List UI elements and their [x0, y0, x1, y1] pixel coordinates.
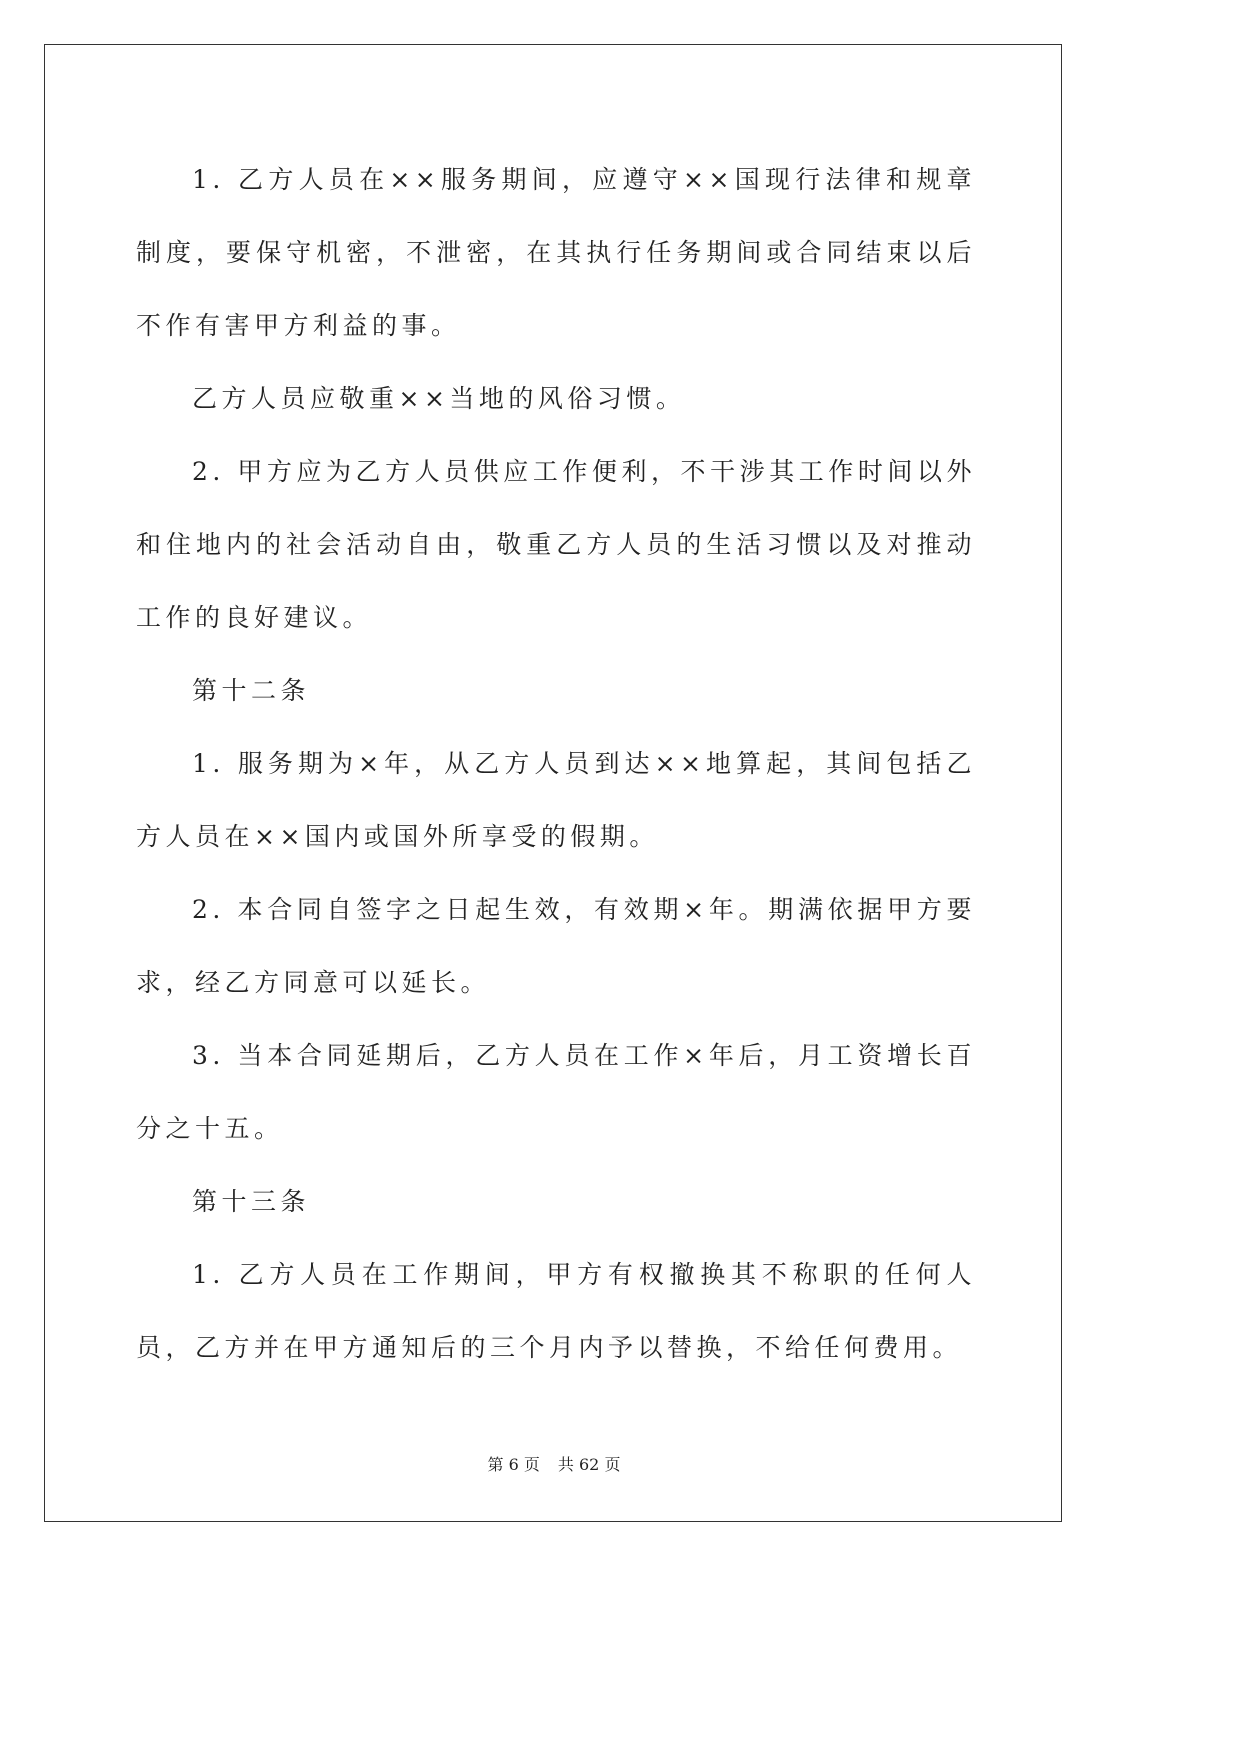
page-number: 第 6 页 [487, 1455, 540, 1474]
paragraph-5: 2. 本合同自签字之日起生效，有效期×年。期满依据甲方要求，经乙方同意可以延长。 [136, 895, 976, 997]
paragraph-6: 3. 当本合同延期后，乙方人员在工作×年后，月工资增长百分之十五。 [136, 1041, 976, 1143]
article-heading-13: 第十三条 [192, 1187, 311, 1216]
paragraph-1: 1. 乙方人员在××服务期间，应遵守××国现行法律和规章制度，要保守机密，不泄密，在其执行任务期间或合同结束以后不作有害甲方利益的事。 [136, 165, 976, 340]
page-total: 共 62 页 [557, 1455, 621, 1474]
paragraph-7: 1. 乙方人员在工作期间，甲方有权撤换其不称职的任何人员，乙方并在甲方通知后的三个月内予以替换，不给任何费用。 [136, 1260, 976, 1362]
paragraph-2: 乙方人员应敬重××当地的风俗习惯。 [192, 384, 686, 413]
paragraph-3: 2. 甲方应为乙方人员供应工作便利，不干涉其工作时间以外和住地内的社会活动自由，敬重乙方人员的生活习惯以及对推动工作的良好建议。 [136, 457, 976, 632]
paragraph-4: 1. 服务期为×年，从乙方人员到达××地算起，其间包括乙方人员在××国内或国外所享受的假期。 [136, 749, 976, 851]
page-footer [0, 1452, 1108, 1475]
article-heading-12: 第十二条 [192, 676, 311, 705]
document-body [136, 143, 976, 1384]
